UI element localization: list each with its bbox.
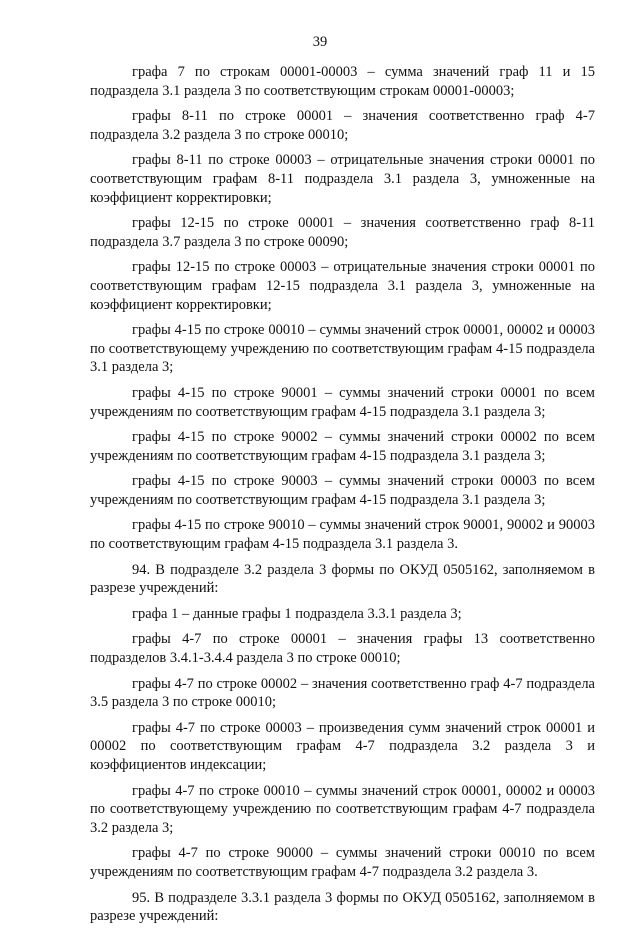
paragraph: графы 4-7 по строке 00003 – произведения сумм значений строк 00001 и 00002 по соответствующим графам 4-7 подраздела 3.2 раздела 3 и коэффициентов индексации; — [90, 719, 595, 773]
paragraph: графы 4-7 по строке 00002 – значения соответственно граф 4-7 подраздела 3.5 раздела 3 по строке 00010; — [90, 675, 595, 711]
paragraph: графы 4-15 по строке 90010 – суммы значений строк 90001, 90002 и 90003 по соответствующим графам 4-15 подраздела 3.1 раздела 3. — [90, 517, 595, 553]
paragraph: графы 12-15 по строке 00003 – отрицательные значения строки 00001 по соответствующим графам 12-15 подраздела 3.1 раздела 3, умноженные на коэффициент корректировки; — [90, 259, 595, 313]
paragraph: графы 4-15 по строке 00010 – суммы значений строк 00001, 00002 и 00003 по соответствующему учреждению по соответствующим графам 4-15 подраздела 3.1 раздела 3; — [90, 322, 595, 376]
paragraph: графы 4-15 по строке 90003 – суммы значений строки 00003 по всем учреждениям по соответствующим графам 4-15 подраздела 3.1 раздела 3; — [90, 473, 595, 508]
paragraph: графы 4-15 по строке 90001 – суммы значений строки 00001 по всем учреждениям по соответствующим графам 4-15 подраздела 3.1 раздела 3; — [90, 384, 595, 420]
paragraph: графы 8-11 по строке 00001 – значения соответственно граф 4-7 подраздела 3.2 раздела 3 по строке 00010; — [90, 108, 595, 143]
section-94-heading: 94. В подразделе 3.2 раздела 3 формы по ОКУД 0505162, заполняемом в разрезе учреждений: — [90, 561, 595, 597]
page-number: 39 — [312, 34, 328, 50]
paragraph: графы 12-15 по строке 00001 – значения соответственно граф 8-11 подраздела 3.7 раздела 3 по строке 00090; — [90, 215, 595, 250]
paragraph: графы 4-7 по строке 00001 – значения графы 13 соответственно подразделов 3.4.1-3.4.4 раздела 3 по строке 00010; — [90, 631, 595, 667]
document-body — [90, 63, 595, 933]
paragraph: графа 1 – данные графы 1 подраздела 3.3.1 раздела 3; — [132, 605, 462, 622]
paragraph: графы 4-7 по строке 90000 – суммы значений строки 00010 по всем учреждениям по соответствующим графам 4-7 подраздела 3.2 раздела 3. — [90, 845, 595, 880]
paragraph: графы 4-7 по строке 00010 – суммы значений строк 00001, 00002 и 00003 по соответствующему учреждению по соответствующим графам 4-7 подраздела 3.2 раздела 3; — [90, 782, 595, 836]
section-95-heading: 95. В подразделе 3.3.1 раздела 3 формы по ОКУД 0505162, заполняемом в разрезе учреждений: — [90, 889, 595, 925]
paragraph: графа 7 по строкам 00001-00003 – сумма значений граф 11 и 15 подраздела 3.1 раздела 3 по соответствующим строкам 00001-00003; — [90, 64, 595, 99]
paragraph: графы 4-15 по строке 90002 – суммы значений строки 00002 по всем учреждениям по соответствующим графам 4-15 подраздела 3.1 раздела 3; — [90, 429, 595, 464]
paragraph: графы 8-11 по строке 00003 – отрицательные значения строки 00001 по соответствующим графам 8-11 подраздела 3.1 раздела 3, умноженные на коэффициент корректировки; — [90, 152, 595, 206]
